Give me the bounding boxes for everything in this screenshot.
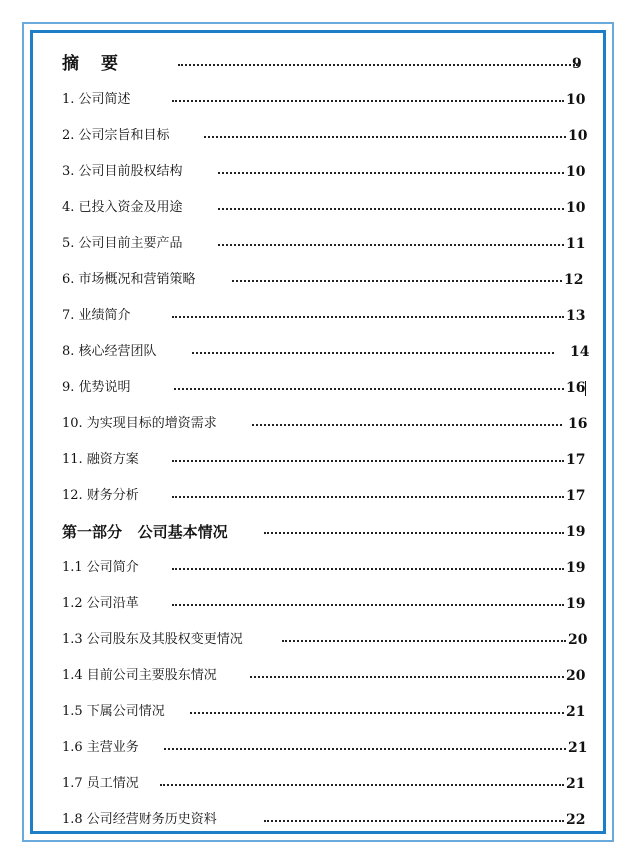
toc-entry[interactable] [62, 628, 592, 652]
toc-entry-label: 第一部分 公司基本情况 [62, 523, 228, 541]
toc-entry-label: 1.1 公司简介 [62, 560, 139, 575]
toc-entry-label: 1.4 目前公司主要股东情况 [62, 668, 217, 683]
toc-entry[interactable] [62, 376, 592, 400]
toc-leader-dots [250, 676, 564, 678]
toc-entry-label: 6. 市场概况和营销策略 [62, 272, 196, 287]
toc-entry[interactable] [62, 736, 592, 760]
toc-entry[interactable] [62, 268, 592, 292]
toc-entry-label: 摘要 [62, 54, 140, 74]
toc-leader-dots [264, 532, 564, 534]
toc-entry-page: 16 [566, 380, 586, 396]
toc-entry-label: 1.6 主营业务 [62, 740, 139, 755]
toc-entry-label: 1.7 员工情况 [62, 776, 139, 791]
toc-entry[interactable] [62, 196, 592, 220]
toc-entry-page: 16 [568, 416, 588, 432]
text-cursor [585, 381, 586, 396]
toc-entry[interactable] [62, 304, 592, 328]
toc-entry-label: 5. 公司目前主要产品 [62, 236, 183, 251]
toc-entry[interactable] [62, 772, 592, 796]
toc-entry-label: 8. 核心经营团队 [62, 344, 157, 359]
toc-entry[interactable] [62, 232, 592, 256]
toc-leader-dots [174, 388, 564, 390]
toc-entry-label: 1.2 公司沿革 [62, 596, 139, 611]
toc-entry-page: 17 [566, 452, 586, 468]
toc-entry-label: 4. 已投入资金及用途 [62, 200, 183, 215]
toc-entry-page: 21 [566, 704, 586, 720]
toc-entry-page: 17 [566, 488, 586, 504]
toc-entry-page: 19 [566, 596, 586, 612]
toc-entry[interactable] [62, 124, 592, 148]
toc-entry[interactable] [62, 484, 592, 508]
toc-entry[interactable] [62, 808, 592, 832]
toc-entry-page: 9 [572, 56, 582, 72]
toc-entry-page: 13 [566, 308, 586, 324]
toc-leader-dots [164, 748, 566, 750]
toc-leader-dots [252, 424, 562, 426]
toc-entry-label: 1. 公司简述 [62, 92, 131, 107]
toc-leader-dots [218, 244, 564, 246]
toc-entry-label: 1.5 下属公司情况 [62, 704, 165, 719]
toc-entry[interactable] [62, 556, 592, 580]
toc-entry-label: 9. 优势说明 [62, 380, 131, 395]
toc-entry[interactable] [62, 340, 592, 364]
toc-entry-page: 10 [566, 164, 586, 180]
toc-leader-dots [204, 136, 566, 138]
toc-entry-label: 1.3 公司股东及其股权变更情况 [62, 632, 243, 647]
toc-entry-page: 20 [568, 632, 588, 648]
toc-leader-dots [172, 316, 564, 318]
toc-entry-abstract[interactable] [62, 52, 592, 76]
toc-leader-dots [172, 496, 564, 498]
toc-entry-label: 12. 财务分析 [62, 488, 139, 503]
toc-entry[interactable] [62, 664, 592, 688]
toc-leader-dots [172, 568, 564, 570]
toc-entry-page: 10 [568, 128, 588, 144]
toc-leader-dots [190, 712, 564, 714]
toc-leader-dots [192, 352, 554, 354]
toc-entry-page: 21 [568, 740, 588, 756]
toc-entry-label: 3. 公司目前股权结构 [62, 164, 183, 179]
toc-entry[interactable] [62, 160, 592, 184]
toc-leader-dots [218, 208, 564, 210]
toc-entry-page: 19 [566, 560, 586, 576]
toc-entry-label: 1.8 公司经营财务历史资料 [62, 812, 217, 827]
toc-entry[interactable] [62, 592, 592, 616]
toc-entry[interactable] [62, 700, 592, 724]
toc-entry-page: 21 [566, 776, 586, 792]
toc-leader-dots [172, 460, 564, 462]
toc-entry-label: 2. 公司宗旨和目标 [62, 128, 170, 143]
toc-leader-dots [264, 820, 564, 822]
toc-entry-page: 20 [566, 668, 586, 684]
toc-entry-label: 11. 融资方案 [62, 452, 139, 467]
toc-entry-part-one[interactable] [62, 520, 592, 544]
toc-entry-page: 11 [566, 236, 586, 252]
toc-entry-page: 19 [566, 524, 586, 540]
toc-leader-dots [172, 604, 564, 606]
toc-entry-page: 14 [570, 344, 590, 360]
toc-entry-page: 10 [566, 200, 586, 216]
toc-entry[interactable] [62, 88, 592, 112]
toc-leader-dots [232, 280, 562, 282]
toc-entry-page: 10 [566, 92, 586, 108]
toc-entry[interactable] [62, 412, 592, 436]
toc-leader-dots [172, 100, 564, 102]
toc-entry-page: 22 [566, 812, 586, 828]
toc-leader-dots [282, 640, 566, 642]
toc-entry-label: 7. 业绩简介 [62, 308, 131, 323]
toc-entry-page: 12 [564, 272, 584, 288]
toc-leader-dots [178, 64, 578, 66]
toc-leader-dots [218, 172, 564, 174]
toc-entry-label: 10. 为实现目标的增资需求 [62, 416, 217, 431]
toc-leader-dots [160, 784, 564, 786]
toc-entry[interactable] [62, 448, 592, 472]
